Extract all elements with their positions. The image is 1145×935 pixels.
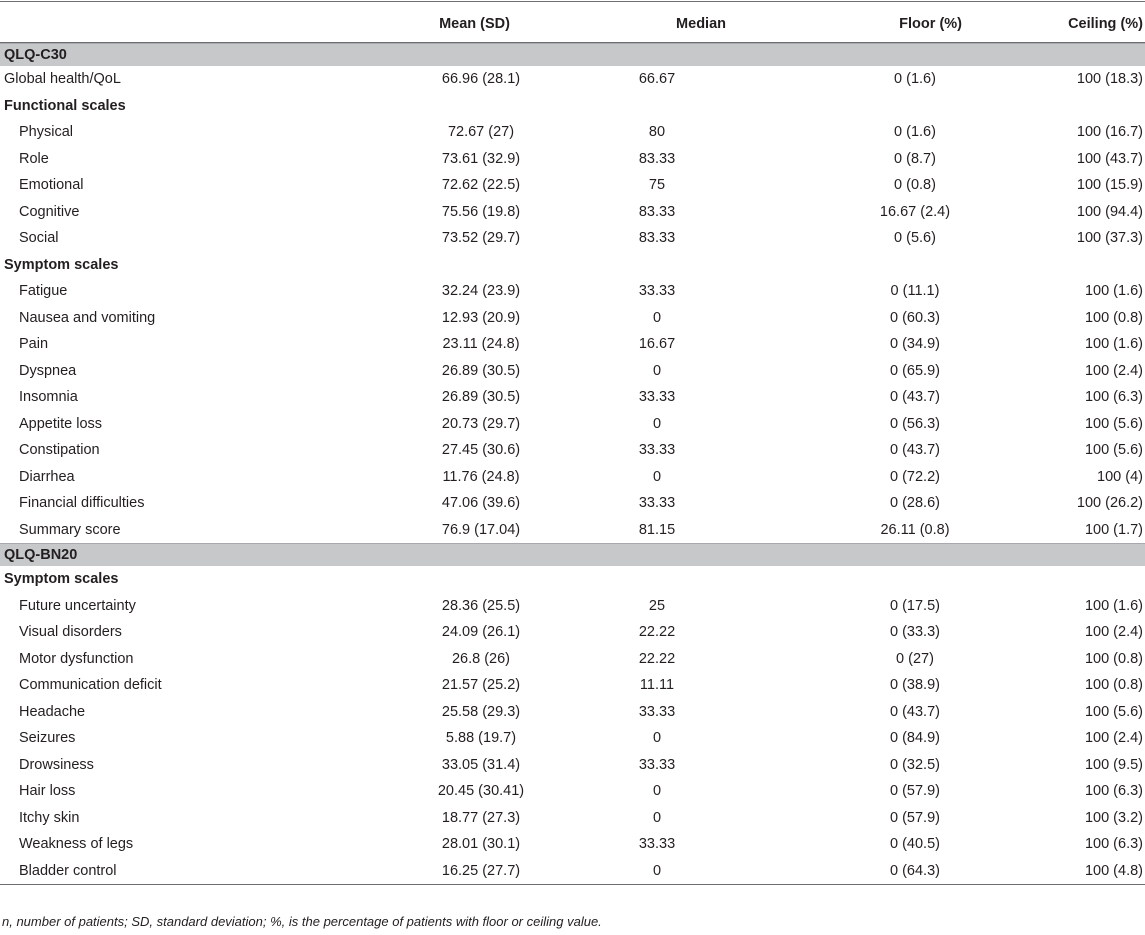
ceiling-cell: 100 (1.6) xyxy=(1084,336,1143,353)
floor-cell: 0 (60.3) xyxy=(890,309,940,326)
table-row xyxy=(0,778,1145,805)
table-row xyxy=(0,437,1145,464)
mean-sd-cell: 75.56 (19.8) xyxy=(441,203,521,220)
mean-sd-cell: 66.96 (28.1) xyxy=(441,71,521,88)
row-label: Financial difficulties xyxy=(19,495,145,512)
table-row xyxy=(0,858,1145,885)
ceiling-cell: 100 (1.6) xyxy=(1084,283,1143,300)
row-label: Dyspnea xyxy=(19,362,77,379)
ceiling-cell: 100 (6.3) xyxy=(1084,389,1143,406)
table-row xyxy=(0,305,1145,332)
table-row xyxy=(0,619,1145,646)
mean-sd-cell: 72.67 (27) xyxy=(447,124,515,141)
table-row xyxy=(0,199,1145,226)
floor-cell: 0 (34.9) xyxy=(890,336,940,353)
row-label: Emotional xyxy=(19,177,84,194)
ceiling-cell: 100 (1.6) xyxy=(1084,597,1143,614)
header-row xyxy=(0,6,1145,43)
mean-sd-cell: 26.8 (26) xyxy=(451,650,511,667)
ceiling-cell: 100 (18.3) xyxy=(1076,71,1143,88)
table-row xyxy=(0,752,1145,779)
ceiling-cell: 100 (6.3) xyxy=(1084,836,1143,853)
section-title: QLQ-C30 xyxy=(0,44,1145,67)
floor-cell: 0 (1.6) xyxy=(894,71,936,88)
floor-cell: 0 (27) xyxy=(896,650,934,667)
floor-cell: 0 (33.3) xyxy=(890,624,940,641)
median-cell: 33.33 xyxy=(638,495,676,512)
median-cell: 0 xyxy=(652,809,662,826)
table-row xyxy=(0,699,1145,726)
row-label: Appetite loss xyxy=(19,415,103,432)
median-cell: 66.67 xyxy=(638,71,676,88)
median-cell: 83.33 xyxy=(638,150,676,167)
ceiling-cell: 100 (9.5) xyxy=(1084,756,1143,773)
mean-sd-cell: 5.88 (19.7) xyxy=(445,730,517,747)
row-label: Diarrhea xyxy=(19,468,75,485)
ceiling-cell: 100 (4.8) xyxy=(1084,862,1143,879)
mean-sd-cell: 24.09 (26.1) xyxy=(441,624,521,641)
row-label: Hair loss xyxy=(19,783,76,800)
mean-sd-cell: 33.05 (31.4) xyxy=(441,756,521,773)
row-label: Itchy skin xyxy=(19,809,80,826)
mean-sd-cell: 73.61 (32.9) xyxy=(441,150,521,167)
mean-sd-cell: 47.06 (39.6) xyxy=(441,495,521,512)
table-row xyxy=(0,490,1145,517)
row-label: Physical xyxy=(19,124,73,141)
ceiling-cell: 100 (0.8) xyxy=(1084,650,1143,667)
row-label: Bladder control xyxy=(19,862,117,879)
floor-cell: 0 (17.5) xyxy=(890,597,940,614)
floor-cell: 0 (72.2) xyxy=(890,468,940,485)
row-label: Global health/QoL xyxy=(4,71,121,88)
header-ceiling: Ceiling (%) xyxy=(1068,16,1143,32)
median-cell: 33.33 xyxy=(638,703,676,720)
mean-sd-cell: 28.01 (30.1) xyxy=(441,836,521,853)
floor-cell: 16.67 (2.4) xyxy=(879,203,951,220)
floor-cell: 0 (28.6) xyxy=(890,495,940,512)
row-label: Visual disorders xyxy=(19,624,122,641)
mean-sd-cell: 16.25 (27.7) xyxy=(441,862,521,879)
median-cell: 0 xyxy=(652,362,662,379)
median-cell: 81.15 xyxy=(638,521,676,538)
ceiling-cell: 100 (0.8) xyxy=(1084,309,1143,326)
table-row xyxy=(0,517,1145,544)
median-cell: 80 xyxy=(648,124,666,141)
row-label: Future uncertainty xyxy=(19,597,136,614)
mean-sd-cell: 12.93 (20.9) xyxy=(441,309,521,326)
row-label: Nausea and vomiting xyxy=(19,309,156,326)
mean-sd-cell: 72.62 (22.5) xyxy=(441,177,521,194)
floor-cell: 0 (11.1) xyxy=(890,283,940,300)
median-cell: 33.33 xyxy=(638,836,676,853)
mean-sd-cell: 26.89 (30.5) xyxy=(441,362,521,379)
ceiling-cell: 100 (37.3) xyxy=(1076,230,1143,247)
table-row xyxy=(0,831,1145,858)
subheading-label: Symptom scales xyxy=(4,256,119,273)
row-label: Communication deficit xyxy=(19,677,162,694)
ceiling-cell: 100 (43.7) xyxy=(1076,150,1143,167)
table-row xyxy=(0,66,1145,93)
row-label: Pain xyxy=(19,336,49,353)
floor-cell: 0 (57.9) xyxy=(890,809,940,826)
row-label: Weakness of legs xyxy=(19,836,134,853)
mean-sd-cell: 76.9 (17.04) xyxy=(441,521,521,538)
median-cell: 0 xyxy=(652,468,662,485)
mean-sd-cell: 18.77 (27.3) xyxy=(441,809,521,826)
median-cell: 83.33 xyxy=(638,203,676,220)
top-rule xyxy=(0,1,1145,2)
ceiling-cell: 100 (4) xyxy=(1097,468,1143,485)
ceiling-cell: 100 (5.6) xyxy=(1084,703,1143,720)
ceiling-cell: 100 (94.4) xyxy=(1076,203,1143,220)
floor-cell: 0 (32.5) xyxy=(890,756,940,773)
header-floor: Floor (%) xyxy=(899,16,962,32)
table-row xyxy=(0,411,1145,438)
mean-sd-cell: 26.89 (30.5) xyxy=(441,389,521,406)
ceiling-cell: 100 (1.7) xyxy=(1084,521,1143,538)
table-body xyxy=(0,44,1145,886)
table-row xyxy=(0,646,1145,673)
floor-cell: 0 (43.7) xyxy=(890,703,940,720)
row-label: Drowsiness xyxy=(19,756,94,773)
table-row xyxy=(0,384,1145,411)
mean-sd-cell: 25.58 (29.3) xyxy=(441,703,521,720)
header-mean-sd: Mean (SD) xyxy=(439,16,510,32)
subheading-row xyxy=(0,252,1145,279)
row-label: Cognitive xyxy=(19,203,80,220)
row-label: Constipation xyxy=(19,442,100,459)
qol-scores-table xyxy=(0,6,1145,885)
row-label: Role xyxy=(19,150,49,167)
floor-cell: 0 (57.9) xyxy=(890,783,940,800)
ceiling-cell: 100 (26.2) xyxy=(1076,495,1143,512)
floor-cell: 0 (43.7) xyxy=(890,389,940,406)
ceiling-cell: 100 (16.7) xyxy=(1076,124,1143,141)
floor-cell: 0 (64.3) xyxy=(890,862,940,879)
table-row xyxy=(0,805,1145,832)
table-row xyxy=(0,725,1145,752)
median-cell: 0 xyxy=(652,862,662,879)
ceiling-cell: 100 (2.4) xyxy=(1084,362,1143,379)
subheading-label: Symptom scales xyxy=(4,571,119,588)
row-label: Summary score xyxy=(19,521,121,538)
row-label: Motor dysfunction xyxy=(19,650,134,667)
floor-cell: 0 (43.7) xyxy=(890,442,940,459)
mean-sd-cell: 27.45 (30.6) xyxy=(441,442,521,459)
median-cell: 33.33 xyxy=(638,756,676,773)
subheading-label: Functional scales xyxy=(4,97,126,114)
mean-sd-cell: 32.24 (23.9) xyxy=(441,283,521,300)
bottom-rule xyxy=(0,885,1145,886)
subheading-row xyxy=(0,566,1145,593)
median-cell: 25 xyxy=(648,597,666,614)
median-cell: 0 xyxy=(652,730,662,747)
table-row xyxy=(0,331,1145,358)
ceiling-cell: 100 (5.6) xyxy=(1084,415,1143,432)
floor-cell: 0 (1.6) xyxy=(894,124,936,141)
table-row xyxy=(0,278,1145,305)
ceiling-cell: 100 (15.9) xyxy=(1076,177,1143,194)
header-median: Median xyxy=(676,16,726,32)
table-footnote: n, number of patients; SD, standard deviation; %, is the percentage of patients with floor or ceiling value. xyxy=(2,914,602,929)
floor-cell: 0 (84.9) xyxy=(890,730,940,747)
floor-cell: 0 (38.9) xyxy=(890,677,940,694)
table-row xyxy=(0,146,1145,173)
table-row xyxy=(0,358,1145,385)
median-cell: 33.33 xyxy=(638,442,676,459)
table-row xyxy=(0,172,1145,199)
table-row xyxy=(0,672,1145,699)
mean-sd-cell: 21.57 (25.2) xyxy=(441,677,521,694)
median-cell: 22.22 xyxy=(638,624,676,641)
median-cell: 22.22 xyxy=(638,650,676,667)
floor-cell: 0 (0.8) xyxy=(894,177,936,194)
floor-cell: 0 (40.5) xyxy=(890,836,940,853)
mean-sd-cell: 23.11 (24.8) xyxy=(442,336,520,353)
ceiling-cell: 100 (6.3) xyxy=(1084,783,1143,800)
section-header-row xyxy=(0,44,1145,67)
mean-sd-cell: 73.52 (29.7) xyxy=(441,230,521,247)
table-row xyxy=(0,593,1145,620)
ceiling-cell: 100 (0.8) xyxy=(1084,677,1143,694)
section-title: QLQ-BN20 xyxy=(0,544,1145,567)
bottom-rule-line xyxy=(0,885,1145,886)
row-label: Headache xyxy=(19,703,86,720)
floor-cell: 0 (65.9) xyxy=(890,362,940,379)
median-cell: 83.33 xyxy=(638,230,676,247)
row-label: Insomnia xyxy=(19,389,78,406)
ceiling-cell: 100 (5.6) xyxy=(1084,442,1143,459)
ceiling-cell: 100 (2.4) xyxy=(1084,730,1143,747)
subheading-row xyxy=(0,93,1145,120)
row-label: Seizures xyxy=(19,730,76,747)
table-row xyxy=(0,119,1145,146)
median-cell: 0 xyxy=(652,415,662,432)
floor-cell: 26.11 (0.8) xyxy=(880,521,950,538)
mean-sd-cell: 11.76 (24.8) xyxy=(442,468,520,485)
median-cell: 0 xyxy=(652,309,662,326)
median-cell: 16.67 xyxy=(638,336,676,353)
median-cell: 75 xyxy=(648,177,666,194)
floor-cell: 0 (5.6) xyxy=(894,230,936,247)
mean-sd-cell: 28.36 (25.5) xyxy=(441,597,521,614)
ceiling-cell: 100 (3.2) xyxy=(1084,809,1143,826)
floor-cell: 0 (8.7) xyxy=(894,150,936,167)
median-cell: 33.33 xyxy=(638,283,676,300)
header-label-column xyxy=(0,6,300,43)
ceiling-cell: 100 (2.4) xyxy=(1084,624,1143,641)
table-header xyxy=(0,6,1145,44)
mean-sd-cell: 20.45 (30.41) xyxy=(437,783,525,800)
table-row xyxy=(0,225,1145,252)
mean-sd-cell: 20.73 (29.7) xyxy=(441,415,521,432)
floor-cell: 0 (56.3) xyxy=(890,415,940,432)
row-label: Fatigue xyxy=(19,283,68,300)
section-header-row xyxy=(0,544,1145,567)
median-cell: 11.11 xyxy=(639,677,675,694)
median-cell: 0 xyxy=(652,783,662,800)
table-row xyxy=(0,464,1145,491)
median-cell: 33.33 xyxy=(638,389,676,406)
row-label: Social xyxy=(19,230,59,247)
